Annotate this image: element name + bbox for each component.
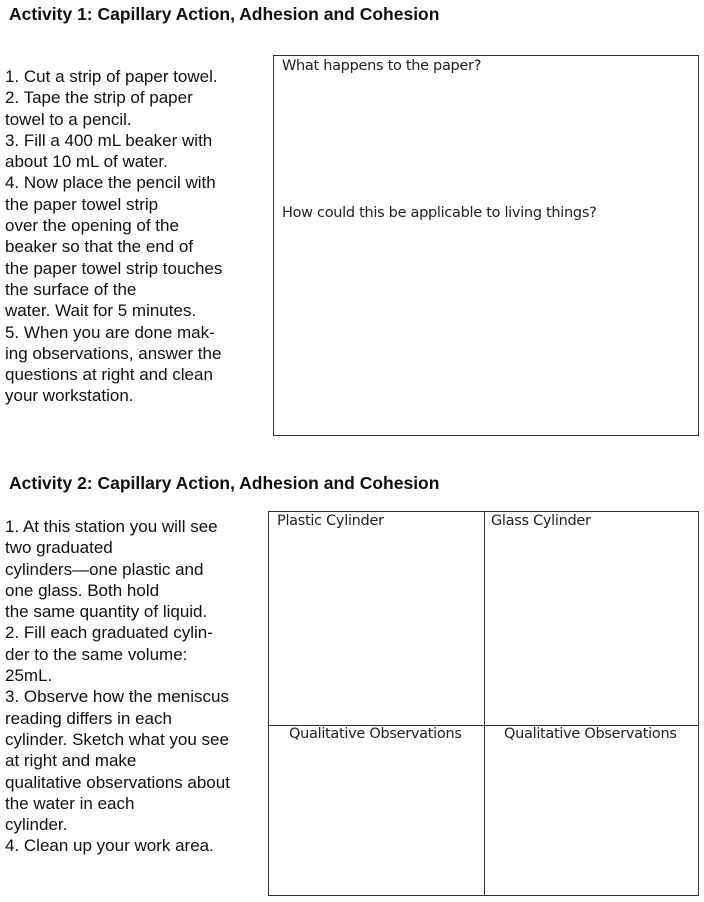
plastic-observations-cell[interactable] <box>269 726 484 896</box>
plastic-cylinder-label: Plastic Cylinder <box>277 513 384 529</box>
question-living-things-prompt: How could this be applicable to living things? <box>282 205 597 221</box>
glass-observations-cell[interactable] <box>485 726 699 896</box>
activity1-steps: 1. Cut a strip of paper towel. 2. Tape the strip of paper towel to a pencil. 3. Fill a 400 mL beaker with about 10 mL of water. 4. Now place the pencil with the paper towel strip over the opening of the beaker so that the end of the paper towel strip touches the surface of the water. Wait for 5 minutes. 5. When you are done mak- ing observations, answer the questions at right and clean your workstation. <box>5 67 223 406</box>
activity2-title: Activity 2: Capillary Action, Adhesion and Cohesion <box>9 473 440 493</box>
plastic-observations-label: Qualitative Observations <box>289 726 462 742</box>
activity1-title: Activity 1: Capillary Action, Adhesion and Cohesion <box>9 4 440 24</box>
plastic-cylinder-cell[interactable] <box>269 512 484 725</box>
activity2-steps: 1. At this station you will see two graduated cylinders—one plastic and one glass. Both hold the same quantity of liquid. 2. Fill each graduated cylin- der to the same volume: 25mL. 3. Observe how the meniscus reading differs in each cylinder. Sketch what you see at right and make qualitative observations about the water in each cylinder. 4. Clean up your work area. <box>5 517 230 856</box>
glass-cylinder-label: Glass Cylinder <box>491 513 591 529</box>
activity1-answer-box[interactable] <box>273 55 699 436</box>
question-paper-prompt: What happens to the paper? <box>282 58 482 74</box>
glass-observations-label: Qualitative Observations <box>504 726 677 742</box>
observation-table <box>268 511 699 896</box>
glass-cylinder-cell[interactable] <box>485 512 699 725</box>
